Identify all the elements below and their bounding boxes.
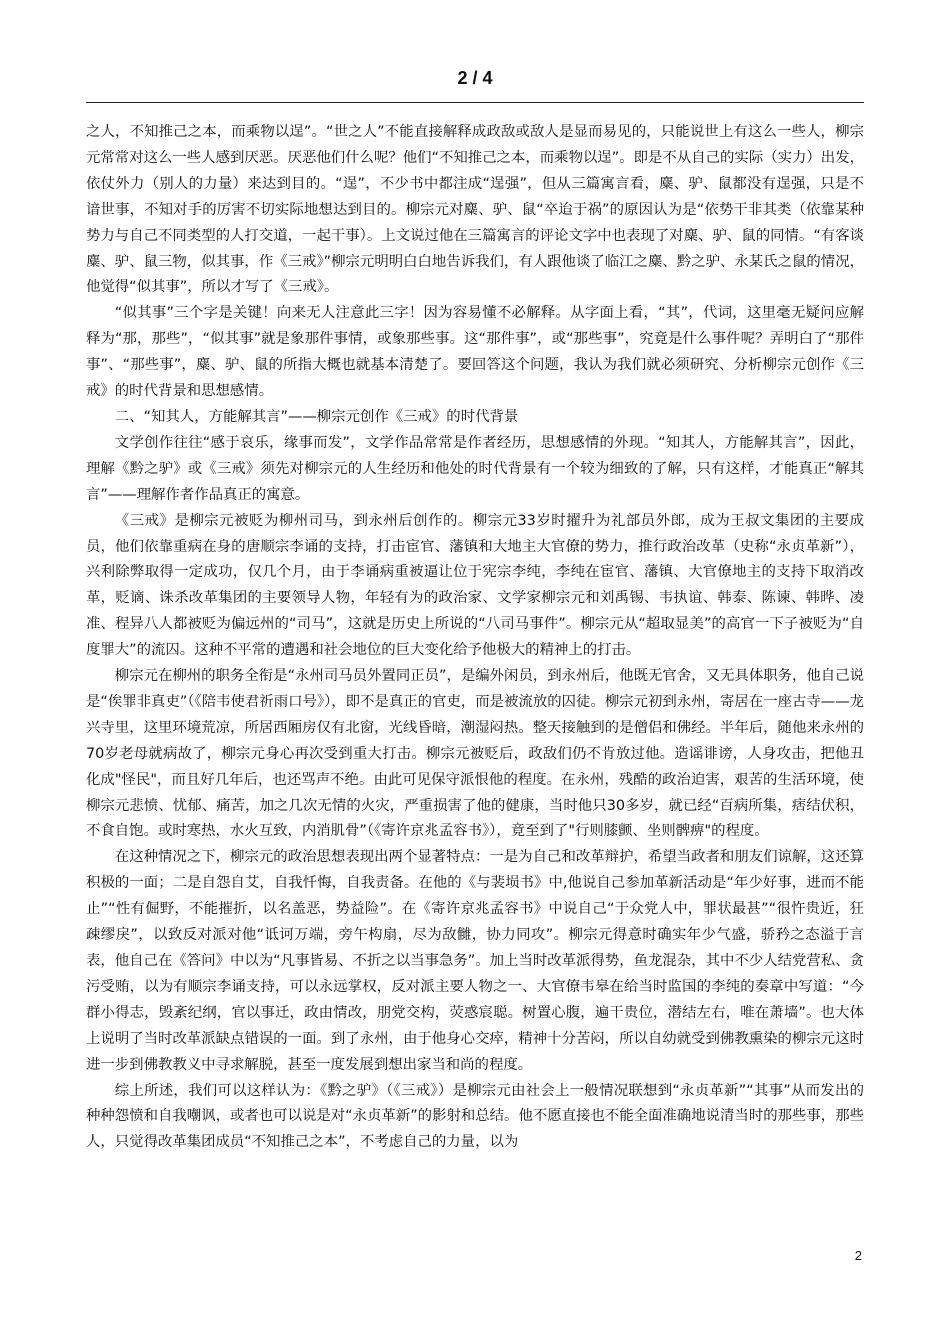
header-divider: [86, 102, 864, 103]
paragraph: 柳宗元在柳州的职务全衔是“永州司马员外置同正员”，是编外闲员，到永州后，他既无官舍，又无具体职务，他自己说是“俟罪非真吏”（《陪韦使君祈雨口号》），即不是真正的官吏，而是被流放的囚徒。柳宗元初到永州，寄居在一座古寺——龙兴寺里，这里环境荒凉，所居西厢房仅有北窗，光线昏暗，潮湿闷热。整天接触到的是僧侣和佛经。半年后，随他来永州的70岁老母就病故了，柳宗元身心再次受到重大打击。柳宗元被贬后，政敌们仍不肯放过他。造谣诽谤，人身攻击，把他丑化成"怪民"，而且好几年后，也还骂声不绝。由此可见保守派恨他的程度。在永州，残酷的政治迫害，艰苦的生活环境，使柳宗元悲愤、忧郁、痛苦，加之几次无情的火灾，严重损害了他的健康，当时他只30多岁，就已经“百病所集，痞结伏积，不食自饱。或时寒热，水火互致，内消肌骨”（《寄许京兆孟容书》），竟至到了"行则膝颤、坐则髀痹"的程度。: [86, 668, 864, 840]
paragraph: 文学创作往往“感于哀乐，缘事而发”，文学作品常常是作者经历，思想感情的外现。“知其人，方能解其言”，因此，理解《黔之驴》或《三戒》须先对柳宗元的人生经历和他处的时代背景有一个较为细致的了解，只有这样，才能真正“解其言”——理解作者作品真正的寓意。: [86, 434, 864, 503]
section-heading: 二、“知其人，方能解其言”——柳宗元创作《三戒》的时代背景: [114, 408, 519, 425]
page-number: 2: [854, 1248, 862, 1263]
paragraph: “似其事”三个字是关键！向来无人注意此三字！因为容易懂不必解释。从字面上看，“其”，代词，这里毫无疑问应解释为“那，那些”，“似其事”就是象那件事情，或象那些事。这“那件事”，或“那些事”，究竟是什么事件呢？弄明白了“那件事”、“那些事”，麋、驴、鼠的所指大概也就基本清楚了。要回答这个问题，我认为我们就必须研究、分析柳宗元创作《三戒》的时代背景和思想感情。: [86, 305, 864, 400]
paragraph: 《三戒》是柳宗元被贬为柳州司马，到永州后创作的。柳宗元33岁时擢升为礼部员外郎，成为王叔文集团的主要成员，他们依靠重病在身的唐顺宗李诵的支持，打击宦官、藩镇和大地主大官僚的势力，推行政治改革（史称“永贞革新”），兴利除弊取得一定成功，仅几个月，由于李诵病重被逼让位于宪宗李纯，李纯在宦官、藩镇、大官僚地主的支持下取消改革，贬谪、诛杀改革集团的主要领导人物，年轻有为的政治家、文学家柳宗元和刘禹锡、韦执谊、韩泰、陈谏、韩晔、凌准、程异八人都被贬为偏远州的“司马”，这就是历史上所说的“八司马事件”。柳宗元从“超取显美”的高官一下子被贬为“自度罪大”的流囚。这种不平常的遭遇和社会地位的巨大变化给予他极大的精神上的打击。: [86, 512, 864, 659]
page-indicator: 2 / 4: [457, 68, 493, 88]
paragraph: 之人，不知推己之本，而乘物以逞”。“世之人”不能直接解释成政敌或敌人是显而易见的，只能说世上有这么一些人，柳宗元常常对这么一些人感到厌恶。厌恶他们什么呢？他们“不知推己之本，而乘物以逞”。即是不从自己的实际（实力）出发，依仗外力（别人的力量）来达到目的。“逞”，不少书中都注成“逞强”，但从三篇寓言看，麋、驴、鼠都没有逞强，只是不谙世事，不知对手的厉害不切实际地想达到目的。柳宗元对麋、驴、鼠“卒迨于祸”的原因认为是“依势干非其类（依靠某种势力与自己不同类型的人打交道，一起干事）。上文说过他在三篇寓言的评论文字中也表现了对麋、驴、鼠的同情。“有客谈麋、驴、鼠三物，似其事，作《三戒》”柳宗元明明白白地告诉我们，有人跟他谈了临江之麋、黔之驴、永某氏之鼠的情况，他觉得“似其事”，所以才写了《三戒》。: [86, 124, 864, 296]
document-body: [86, 120, 864, 1156]
paragraph: 在这种情况之下，柳宗元的政治思想表现出两个显著特点：一是为自己和改革辩护，希望当政者和朋友们谅解，这还算积极的一面；二是自怨自艾，自我忏悔，自我责备。在他的《与裴埙书》中,他说自己参加革新活动是“年少好事，进而不能止”“性有倔野，不能摧折，以名盖恶，势益险”。在《寄许京兆孟容书》中说自己“于众党人中，罪状最甚”“很忤贵近，狂疎缪戾”，以致反对派对他“诋诃万端，旁午构扇，尽为敌雠，协力同攻”。柳宗元得意时确实年少气盛，骄矜之态溢于言表，他自己在《答问》中以为“凡事皆易、不折之以当事急务”。加上当时改革派得势，鱼龙混杂，其中不少人结党营私、贪污受贿，以为有顺宗李诵支持，可以永远掌权，反对派主要人物之一、大官僚韦皋在给当时监国的李纯的奏章中写道：“今群小得志，毁紊纪纲，官以事迁，政由情改，朋党交构，荧惑宸聪。树置心腹，遍干贵位，潜结左右，唯在萧墙”。也大体上说明了当时改革派缺点错误的一面。到了永州，由于他身心交瘁，精神十分苦闷，所以自幼就受到佛教熏染的柳宗元这时进一步到佛教教义中寻求解脱，甚至一度发展到想出家当和尚的程度。: [86, 849, 864, 1073]
paragraph: 综上所述，我们可以这样认为：《黔之驴》（《三戒》）是柳宗元由社会上一般情况联想到“永贞革新”“其事”从而发出的种种怨愤和自我嘲讽，或者也可以说是对“永贞革新”的影射和总结。他不愿直接也不能全面准确地说清当时的那些事，那些人，只觉得改革集团成员“不知推己之本”，不考虑自己的力量，以为: [86, 1082, 864, 1151]
